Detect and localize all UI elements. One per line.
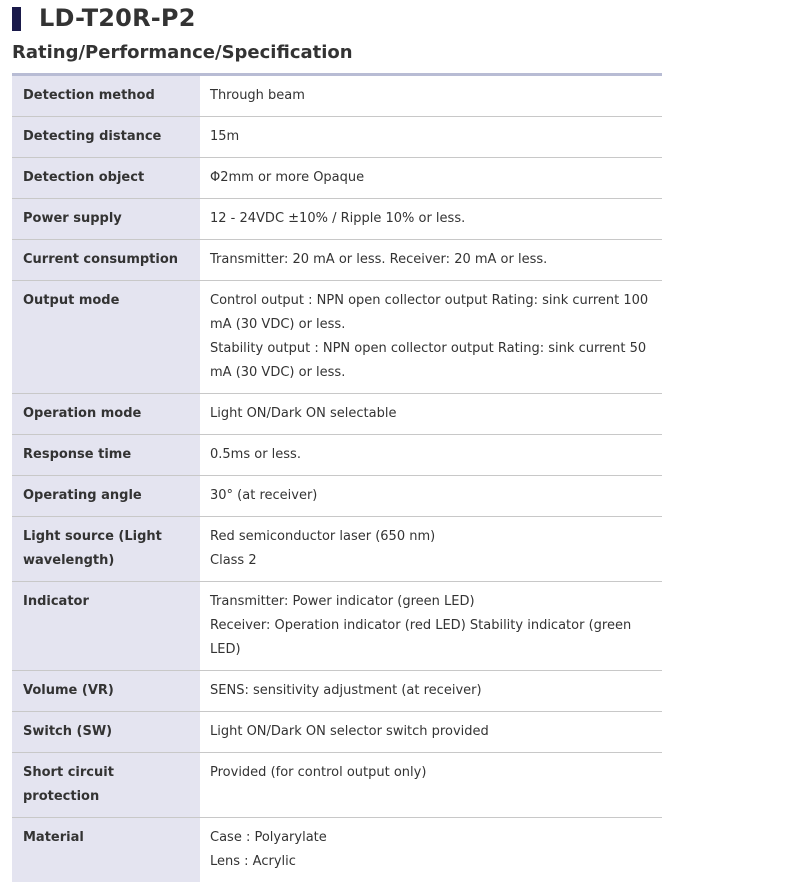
spec-row	[12, 435, 662, 476]
spec-row	[12, 753, 662, 818]
spec-row	[12, 76, 662, 117]
spec-label: Light source (Light wavelength)	[12, 517, 200, 582]
spec-row	[12, 818, 662, 882]
spec-label: Current consumption	[12, 240, 200, 281]
spec-row	[12, 240, 662, 281]
spec-row	[12, 712, 662, 753]
spec-value	[200, 117, 662, 158]
spec-value	[200, 435, 662, 476]
spec-row	[12, 199, 662, 240]
spec-label: Short circuit protection	[12, 753, 200, 818]
spec-label: Power supply	[12, 199, 200, 240]
spec-row	[12, 281, 662, 394]
spec-value	[200, 476, 662, 517]
spec-value	[200, 582, 662, 671]
spec-value	[200, 281, 662, 394]
spec-row	[12, 671, 662, 712]
spec-value-line: SENS: sensitivity adjustment (at receiver)	[210, 679, 652, 703]
spec-value-line: Transmitter: Power indicator (green LED)	[210, 590, 652, 614]
spec-value-line: Φ2mm or more Opaque	[210, 166, 652, 190]
spec-value-line: 15m	[210, 125, 652, 149]
spec-row	[12, 117, 662, 158]
spec-value-line: Red semiconductor laser (650 nm)	[210, 525, 652, 549]
spec-value-line: 0.5ms or less.	[210, 443, 652, 467]
spec-value-line: Stability output : NPN open collector output Rating: sink current 50 mA (30 VDC) or less.	[210, 337, 652, 385]
spec-value	[200, 671, 662, 712]
spec-value	[200, 199, 662, 240]
spec-value-line: Case : Polyarylate	[210, 826, 652, 850]
spec-table	[12, 76, 662, 882]
spec-value	[200, 818, 662, 882]
spec-row	[12, 394, 662, 435]
spec-value	[200, 394, 662, 435]
spec-table-body	[12, 76, 662, 882]
spec-label: Operating angle	[12, 476, 200, 517]
spec-value-line: Provided (for control output only)	[210, 761, 652, 785]
spec-value-line: 30° (at receiver)	[210, 484, 652, 508]
product-title: LD-T20R-P2	[39, 3, 196, 33]
spec-value-line: Through beam	[210, 84, 652, 108]
spec-label: Material	[12, 818, 200, 882]
spec-value	[200, 240, 662, 281]
spec-value-line: Light ON/Dark ON selector switch provided	[210, 720, 652, 744]
spec-value	[200, 712, 662, 753]
spec-value-line: Lens : Acrylic	[210, 850, 652, 874]
spec-label: Detecting distance	[12, 117, 200, 158]
spec-label: Detection object	[12, 158, 200, 199]
spec-label: Response time	[12, 435, 200, 476]
spec-row	[12, 582, 662, 671]
spec-value-line: Control output : NPN open collector output Rating: sink current 100 mA (30 VDC) or less.	[210, 289, 652, 337]
spec-value	[200, 517, 662, 582]
title-accent-bar	[12, 7, 21, 31]
spec-row	[12, 476, 662, 517]
spec-label: Indicator	[12, 582, 200, 671]
spec-label: Switch (SW)	[12, 712, 200, 753]
spec-value-line: Transmitter: 20 mA or less. Receiver: 20 mA or less.	[210, 248, 652, 272]
spec-row	[12, 158, 662, 199]
spec-value-line: Light ON/Dark ON selectable	[210, 402, 652, 426]
spec-label: Volume (VR)	[12, 671, 200, 712]
spec-value-line: Receiver: Operation indicator (red LED) Stability indicator (green LED)	[210, 614, 652, 662]
section-title: Rating/Performance/Specification	[12, 41, 353, 65]
spec-row	[12, 517, 662, 582]
spec-label: Detection method	[12, 76, 200, 117]
spec-label: Output mode	[12, 281, 200, 394]
spec-value	[200, 76, 662, 117]
spec-value	[200, 753, 662, 818]
spec-value	[200, 158, 662, 199]
spec-value-line: 12 - 24VDC ±10% / Ripple 10% or less.	[210, 207, 652, 231]
spec-label: Operation mode	[12, 394, 200, 435]
spec-value-line: Class 2	[210, 549, 652, 573]
